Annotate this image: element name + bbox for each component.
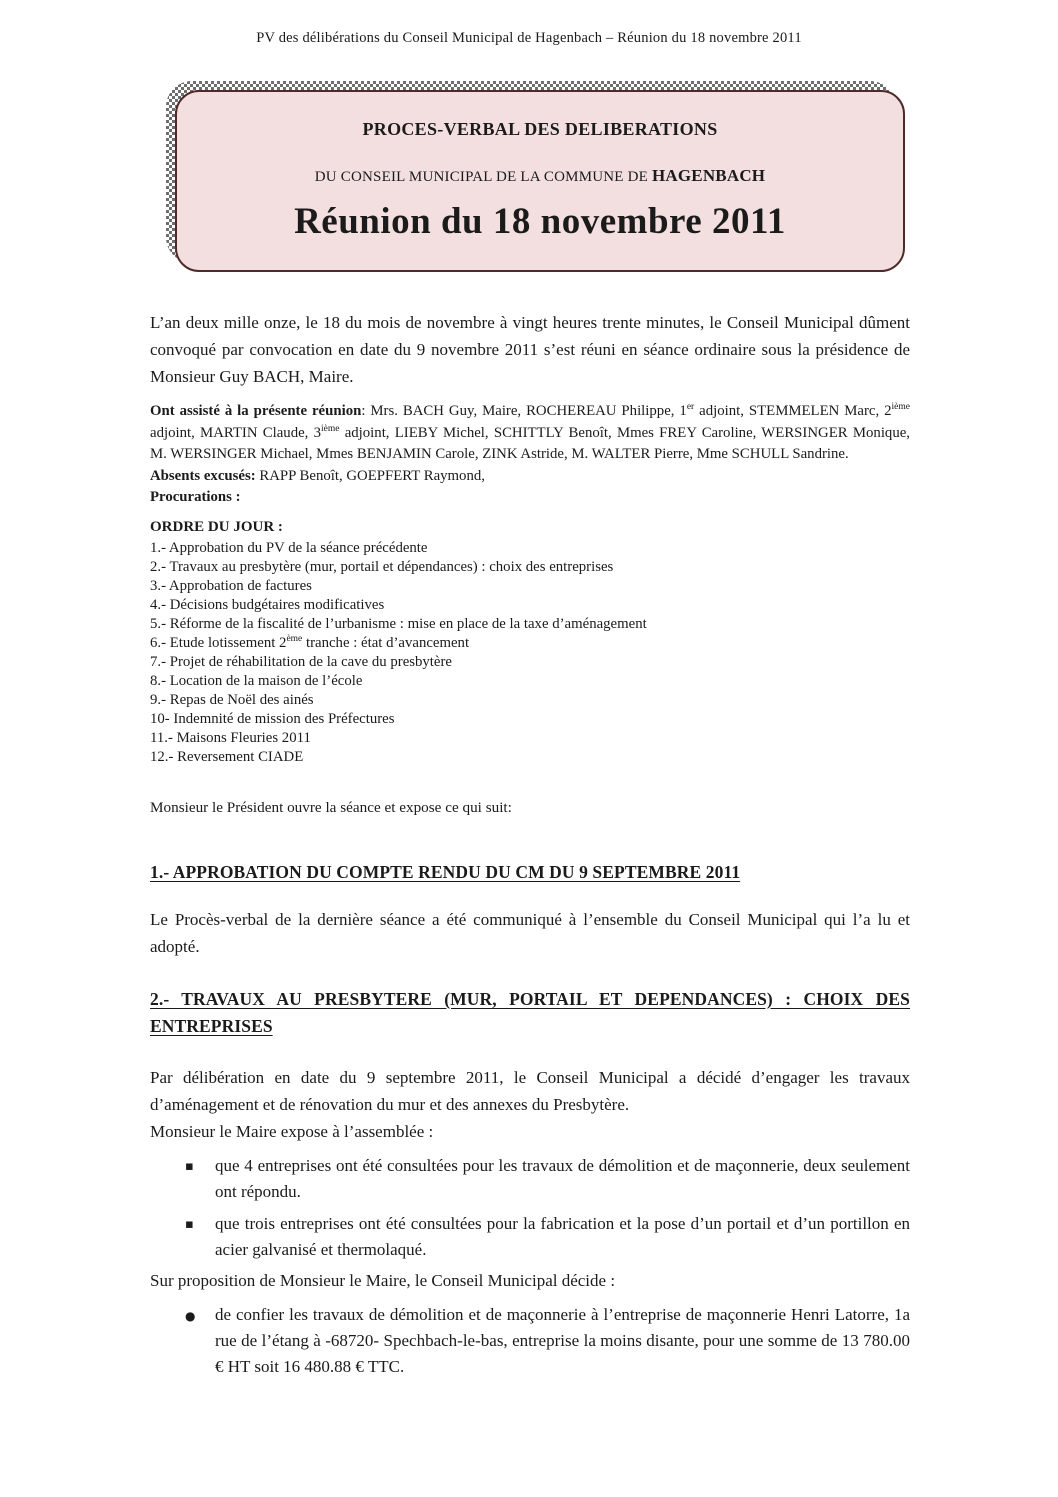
section-1-heading: 1.- APPROBATION DU COMPTE RENDU DU CM DU 9 SEPTEMBRE 2011 [150,861,741,882]
attendance-text: adjoint, LIEBY Michel, SCHITTLY Benoît, Mmes FREY Caroline, WERSINGER Monique, M. WERSINGER Michael, Mmes BENJAMIN Carole, ZINK Astride, M. WALTER Pierre, Mme SCHULL Sandrine. [150,424,910,462]
subtitle-prefix: DU CONSEIL MUNICIPAL DE LA COMMUNE DE [314,169,652,185]
attendance-text: adjoint, STEMMELEN Marc, 2 [694,403,892,419]
intro-paragraph: L’an deux mille onze, le 18 du mois de novembre à vingt heures trente minutes, le Conseil Municipal dûment convoqué par convocation en date du 9 novembre 2011 s’est réuni en séance ordinaire sous la présidence de Monsieur Guy BACH, Maire. [150,313,910,386]
list-item-text: que 4 entreprises ont été consultées pour les travaux de démolition et de maçonnerie, deux seulement ont répondu. [215,1155,910,1201]
ordinal-superscript: ème [286,633,303,644]
running-header: PV des délibérations du Conseil Municipal de Hagenbach – Réunion du 18 novembre 2011 [256,30,802,46]
title-box-panel [175,90,905,272]
agenda [150,517,910,767]
round-bullet-list [150,1302,910,1380]
agenda-item [150,748,910,767]
agenda-item [150,729,910,748]
list-item-text: que trois entreprises ont été consultées pour la fabrication et la pose d’un portail et d’un portillon en acier galvanisé et thermolaqué. [215,1213,910,1259]
agenda-item [150,558,910,577]
square-bullet-icon: ▪ [185,1158,194,1174]
opening-statement: Monsieur le Président ouvre la séance et expose ce qui suit: [150,798,512,816]
attendance-text: : Mrs. BACH Guy, Maire, ROCHEREAU Philippe, 1 [361,403,687,419]
agenda-item-text: 12.- Reversement CIADE [150,748,304,765]
ordinal-superscript: ième [891,402,910,413]
agenda-item-text: 1.- Approbation du PV de la séance précédente [150,539,428,556]
procurations-line [150,487,910,509]
agenda-item-text: 5.- Réforme de la fiscalité de l’urbanisme : mise en place de la taxe d’aménagement [150,615,647,632]
agenda-item-text: 11.- Maisons Fleuries 2011 [150,729,311,746]
document-body [150,303,910,1380]
ordinal-superscript: ième [321,423,340,434]
agenda-title: ORDRE DU JOUR : [150,518,283,535]
agenda-item-text: 3.- Approbation de factures [150,577,312,594]
section-2-heading: 2.- TRAVAUX AU PRESBYTERE (MUR, PORTAIL ET DEPENDANCES) : CHOIX DES ENTREPRISES [150,988,910,1036]
attendance-paragraph [150,401,910,466]
agenda-item [150,653,910,672]
ordinal-superscript: er [686,402,695,413]
agenda-item-text: 9.- Repas de Noël des ainés [150,691,314,708]
agenda-item-text: tranche : état d’avancement [302,634,470,651]
agenda-item [150,539,910,558]
agenda-item [150,691,910,710]
agenda-item-text: 2.- Travaux au presbytère (mur, portail et dépendances) : choix des entreprises [150,558,614,575]
agenda-item [150,577,910,596]
document-title: PROCES-VERBAL DES DELIBERATIONS [362,119,718,139]
agenda-item-text: 4.- Décisions budgétaires modificatives [150,596,385,613]
attendance-label: Ont assisté à la présente réunion [150,403,362,419]
absents-label: Absents excusés: [150,467,256,484]
title-box [175,90,905,272]
attendance-text: adjoint, MARTIN Claude, 3 [150,424,321,441]
round-bullet-icon: ● [185,1308,196,1323]
agenda-item-text: 8.- Location de la maison de l’école [150,672,363,689]
list-item [150,1211,910,1263]
list-item [150,1153,910,1205]
square-bullet-list [150,1153,910,1263]
procurations-label: Procurations : [150,489,241,505]
list-item [150,1302,910,1380]
agenda-item-text: 6.- Etude lotissement 2 [150,634,287,651]
absents-line [150,466,910,488]
agenda-item [150,634,910,653]
section-1-body: Le Procès-verbal de la dernière séance a été communiqué à l’ensemble du Conseil Municipal qui l’a lu et adopté. [150,909,910,956]
agenda-item [150,672,910,691]
section-2-paragraph-1: Par délibération en date du 9 septembre 2011, le Conseil Municipal a décidé d’engager les travaux d’aménagement et de rénovation du mur et des annexes du Presbytère. [150,1067,910,1114]
square-bullet-icon: ▪ [185,1216,194,1232]
section-2-paragraph-2: Monsieur le Maire expose à l’assemblée : [150,1121,434,1141]
meeting-date-title: Réunion du 18 novembre 2011 [294,201,786,242]
absents-text: RAPP Benoît, GOEPFERT Raymond, [255,467,485,484]
commune-name: HAGENBACH [651,166,766,185]
section-2-paragraph-3: Sur proposition de Monsieur le Maire, le Conseil Municipal décide : [150,1270,616,1290]
agenda-item [150,596,910,615]
agenda-item-text: 7.- Projet de réhabilitation de la cave du presbytère [150,653,452,670]
document-subtitle [177,166,903,186]
list-item-text: de confier les travaux de démolition et de maçonnerie à l’entreprise de maçonnerie Henri Latorre, 1a rue de l’étang à -68720- Spechbach-le-bas, entreprise la moins disante, pour une somme de 13 780.00 € HT soit 16 480.88 € TTC. [215,1304,910,1376]
agenda-item-text: 10- Indemnité de mission des Préfectures [150,710,395,727]
agenda-item [150,710,910,729]
agenda-item [150,615,910,634]
